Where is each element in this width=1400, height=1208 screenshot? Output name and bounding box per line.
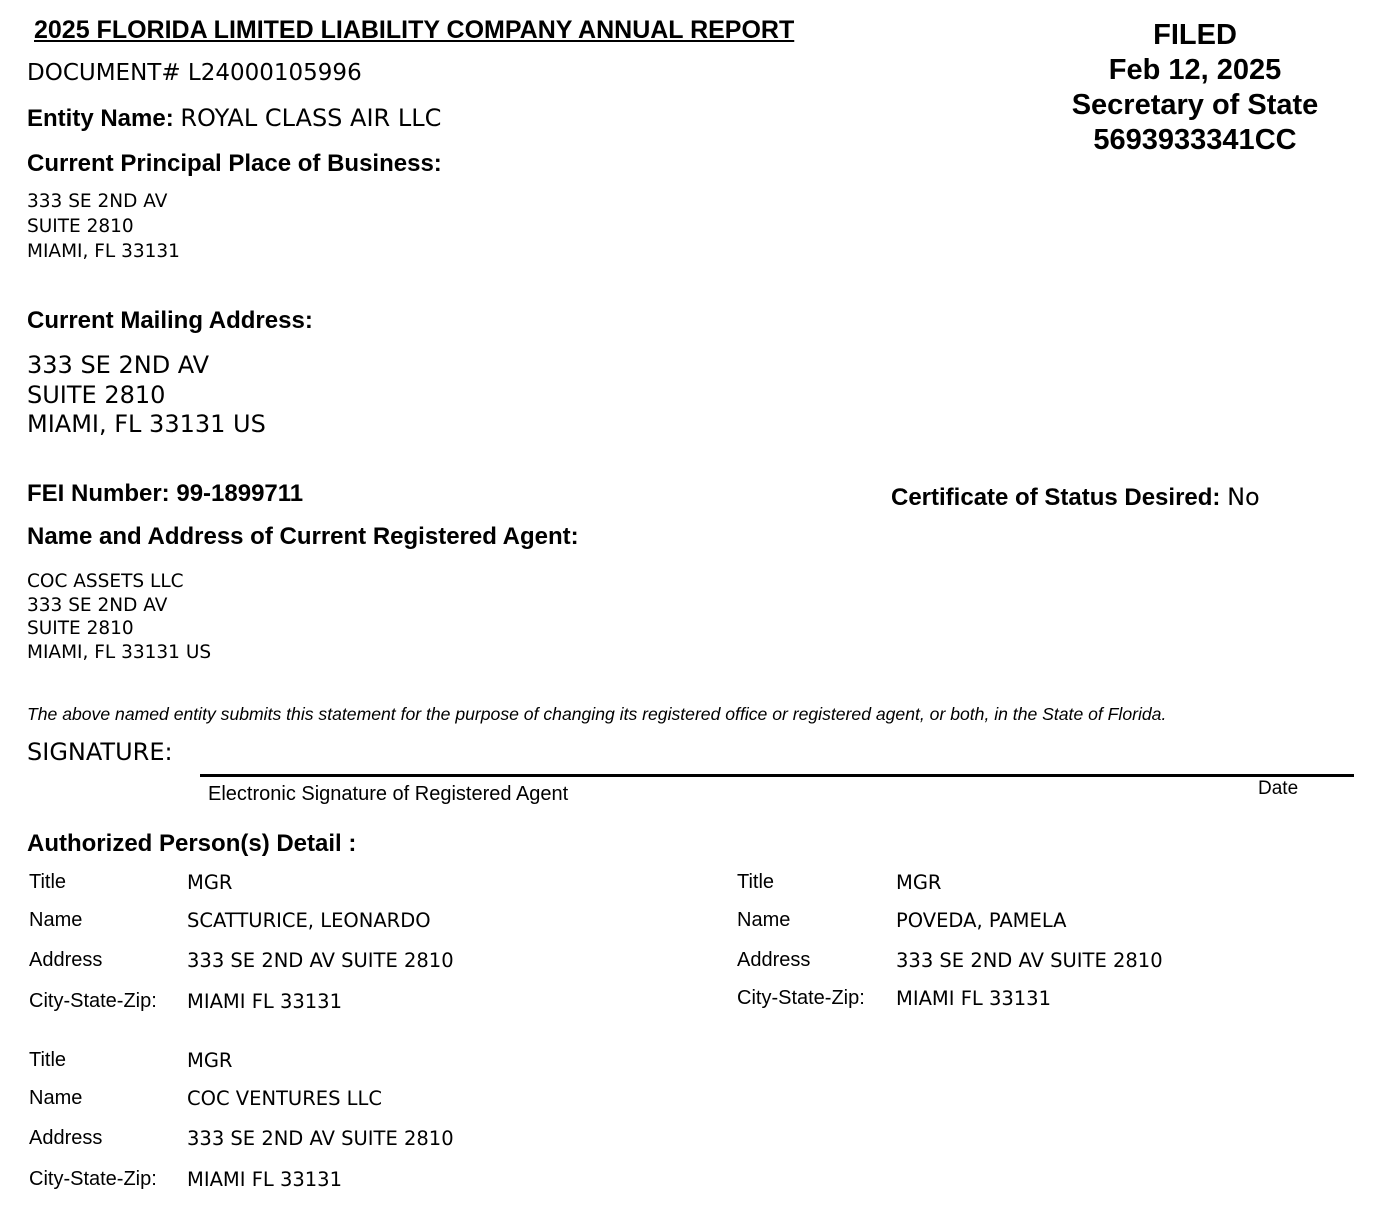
city-label: City-State-Zip: — [29, 1168, 157, 1190]
person-name: POVEDA, PAMELA — [896, 909, 1067, 932]
principal-address — [27, 189, 180, 264]
filed-status: FILED — [1153, 19, 1237, 51]
address-label: Address — [737, 949, 811, 971]
agent-line: COC ASSETS LLC — [27, 571, 184, 592]
signature-date-label: Date — [1258, 778, 1299, 799]
mailing-heading: Current Mailing Address: — [27, 307, 313, 334]
entity-name-row — [27, 104, 441, 133]
signature-label: SIGNATURE: — [27, 738, 173, 766]
agent-statement: The above named entity submits this statement for the purpose of changing its registered office or registered agent, or both, in the State of Florida. — [27, 704, 1167, 724]
city-label: City-State-Zip: — [29, 990, 157, 1012]
city-label: City-State-Zip: — [737, 987, 865, 1009]
person-title: MGR — [187, 1049, 233, 1072]
person-name: COC VENTURES LLC — [187, 1087, 382, 1110]
person-title: MGR — [187, 871, 233, 894]
person-name: SCATTURICE, LEONARDO — [187, 909, 431, 932]
address-label: Address — [29, 949, 103, 971]
address-label: Address — [29, 1127, 103, 1149]
signature-line-label: Electronic Signature of Registered Agent — [208, 783, 569, 805]
agent-line: 333 SE 2ND AV — [27, 594, 168, 616]
title-label: Title — [29, 1049, 67, 1071]
address-line: SUITE 2810 — [27, 380, 166, 409]
person-city: MIAMI FL 33131 — [187, 1168, 343, 1191]
certificate-row — [891, 483, 1260, 512]
person-address: 333 SE 2ND AV SUITE 2810 — [187, 1127, 454, 1150]
title-label: Title — [29, 871, 67, 893]
signature-line — [200, 774, 1354, 777]
authorized-heading: Authorized Person(s) Detail : — [27, 830, 357, 857]
person-city: MIAMI FL 33131 — [187, 990, 343, 1013]
report-title: 2025 FLORIDA LIMITED LIABILITY COMPANY ANNUAL REPORT — [34, 16, 795, 44]
person-address: 333 SE 2ND AV SUITE 2810 — [896, 949, 1163, 972]
agent-line: MIAMI, FL 33131 US — [27, 642, 212, 664]
person-title: MGR — [896, 871, 942, 894]
document-number: DOCUMENT# L24000105996 — [27, 60, 362, 86]
mailing-address — [27, 351, 266, 440]
filed-office: Secretary of State — [1071, 89, 1319, 121]
person-city: MIAMI FL 33131 — [896, 987, 1052, 1010]
entity-name-value: ROYAL CLASS AIR LLC — [180, 104, 442, 132]
filing-stamp — [1040, 18, 1350, 158]
title-label: Title — [737, 871, 775, 893]
address-line: 333 SE 2ND AV — [27, 191, 168, 212]
address-line: MIAMI, FL 33131 — [27, 241, 180, 262]
address-line: SUITE 2810 — [27, 216, 134, 237]
filed-date: Feb 12, 2025 — [1108, 54, 1282, 86]
filed-number: 5693933341CC — [1093, 124, 1297, 156]
agent-address — [27, 570, 211, 665]
address-line: 333 SE 2ND AV — [27, 351, 210, 379]
name-label: Name — [29, 1087, 83, 1109]
person-address: 333 SE 2ND AV SUITE 2810 — [187, 949, 454, 972]
certificate-value: No — [1227, 483, 1260, 511]
fei-number: FEI Number: 99-1899711 — [27, 480, 304, 507]
agent-heading: Name and Address of Current Registered Agent: — [27, 523, 579, 550]
entity-name-label: Entity Name: — [27, 105, 174, 132]
name-label: Name — [737, 909, 791, 931]
principal-heading: Current Principal Place of Business: — [27, 150, 442, 177]
certificate-label: Certificate of Status Desired: — [891, 484, 1221, 511]
name-label: Name — [29, 909, 83, 931]
address-line: MIAMI, FL 33131 US — [27, 410, 266, 438]
agent-line: SUITE 2810 — [27, 618, 134, 640]
